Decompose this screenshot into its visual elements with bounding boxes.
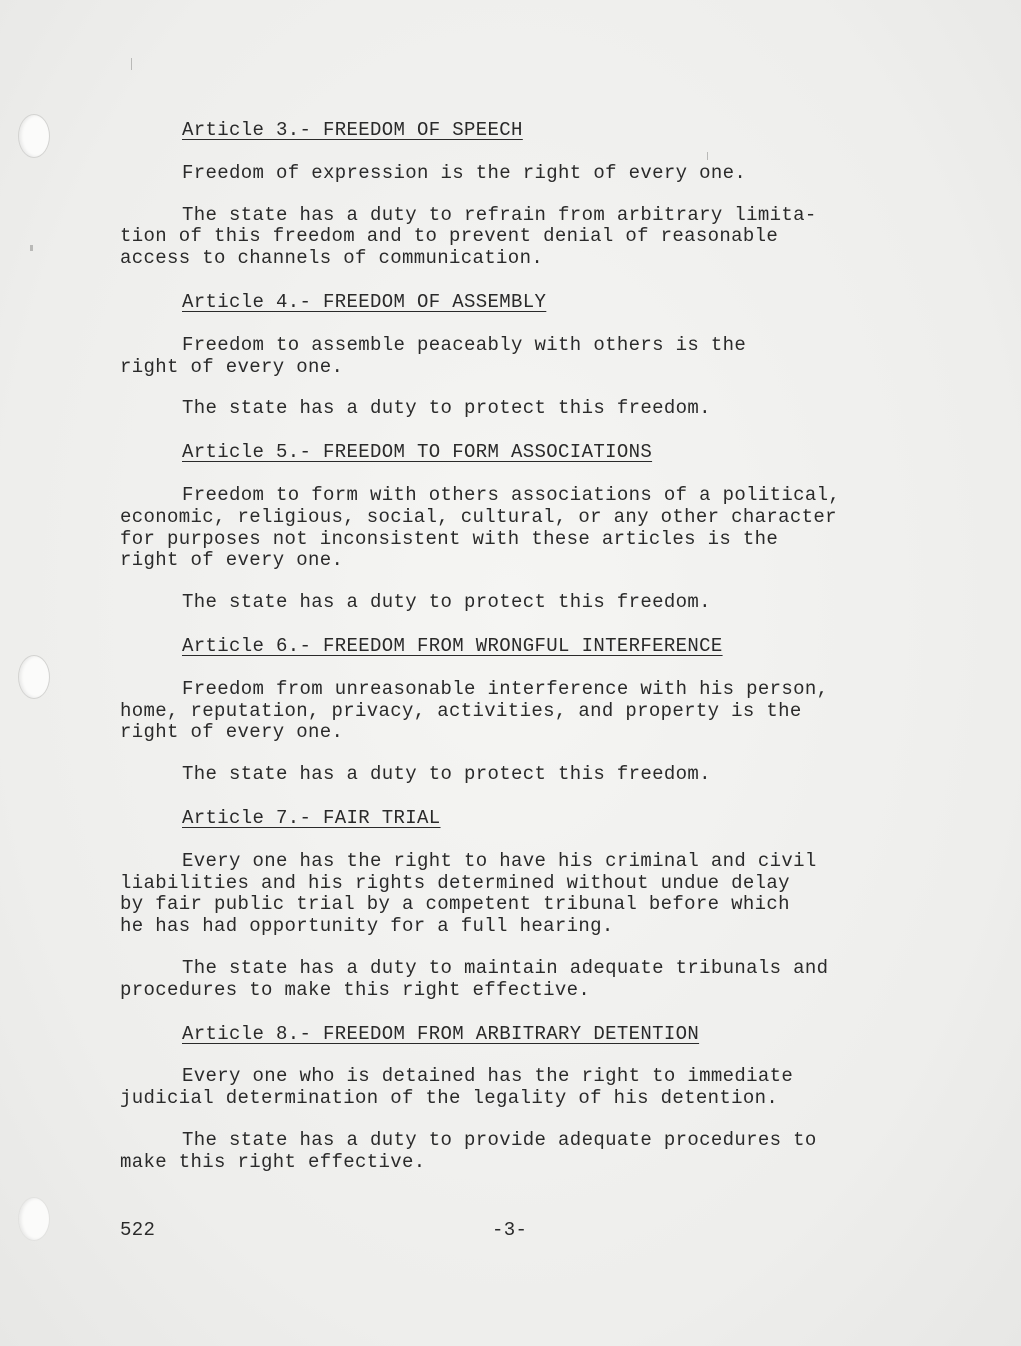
article-paragraph: Freedom to form with others associations of a political, economic, religious, social, cultural, or any other character for purposes not inconsistent with these articles is the right of every one. — [120, 483, 841, 572]
article-paragraph: Freedom of expression is the right of every one. — [182, 161, 747, 184]
document-number: 522 — [120, 1219, 156, 1241]
paper-mark — [30, 245, 33, 251]
article-heading: Article 8.- FREEDOM FROM ARBITRARY DETENTION — [182, 1022, 700, 1045]
article-paragraph: The state has a duty to protect this freedom. — [182, 591, 711, 614]
article-paragraph: The state has a duty to refrain from arbitrary limita- tion of this freedom and to prevent denial of reasonable access to channels of communication. — [120, 203, 817, 270]
article-paragraph: Freedom from unreasonable interference with his person, home, reputation, privacy, activities, and property is the right of every one. — [120, 677, 829, 744]
article-paragraph: Freedom to assemble peaceably with others is the right of every one. — [120, 333, 747, 378]
article-heading: Article 3.- FREEDOM OF SPEECH — [182, 119, 523, 141]
punch-hole — [18, 655, 50, 699]
article-paragraph: Every one has the right to have his criminal and civil liabilities and his rights determined without undue delay by fair public trial by a competent tribunal before which he has had opportunity for a full hearing. — [120, 849, 817, 938]
page-number: -3- — [492, 1219, 528, 1241]
punch-hole — [18, 1197, 50, 1241]
article-paragraph: The state has a duty to protect this freedom. — [182, 763, 711, 786]
document-body — [120, 120, 920, 1196]
article-paragraph: Every one who is detained has the right to immediate judicial determination of the legality of his detention. — [120, 1065, 794, 1110]
article-heading: Article 5.- FREEDOM TO FORM ASSOCIATIONS — [182, 441, 653, 464]
punch-hole — [18, 114, 50, 158]
article-heading: Article 7.- FAIR TRIAL — [182, 806, 441, 829]
article-paragraph: The state has a duty to maintain adequate tribunals and procedures to make this right effective. — [120, 956, 829, 1001]
article-heading: Article 6.- FREEDOM FROM WRONGFUL INTERFERENCE — [182, 634, 723, 657]
article-heading: Article 4.- FREEDOM OF ASSEMBLY — [182, 290, 547, 313]
article-paragraph: The state has a duty to protect this freedom. — [182, 397, 711, 420]
paper-mark — [131, 58, 132, 70]
article-paragraph: The state has a duty to provide adequate procedures to make this right effective. — [120, 1128, 817, 1173]
